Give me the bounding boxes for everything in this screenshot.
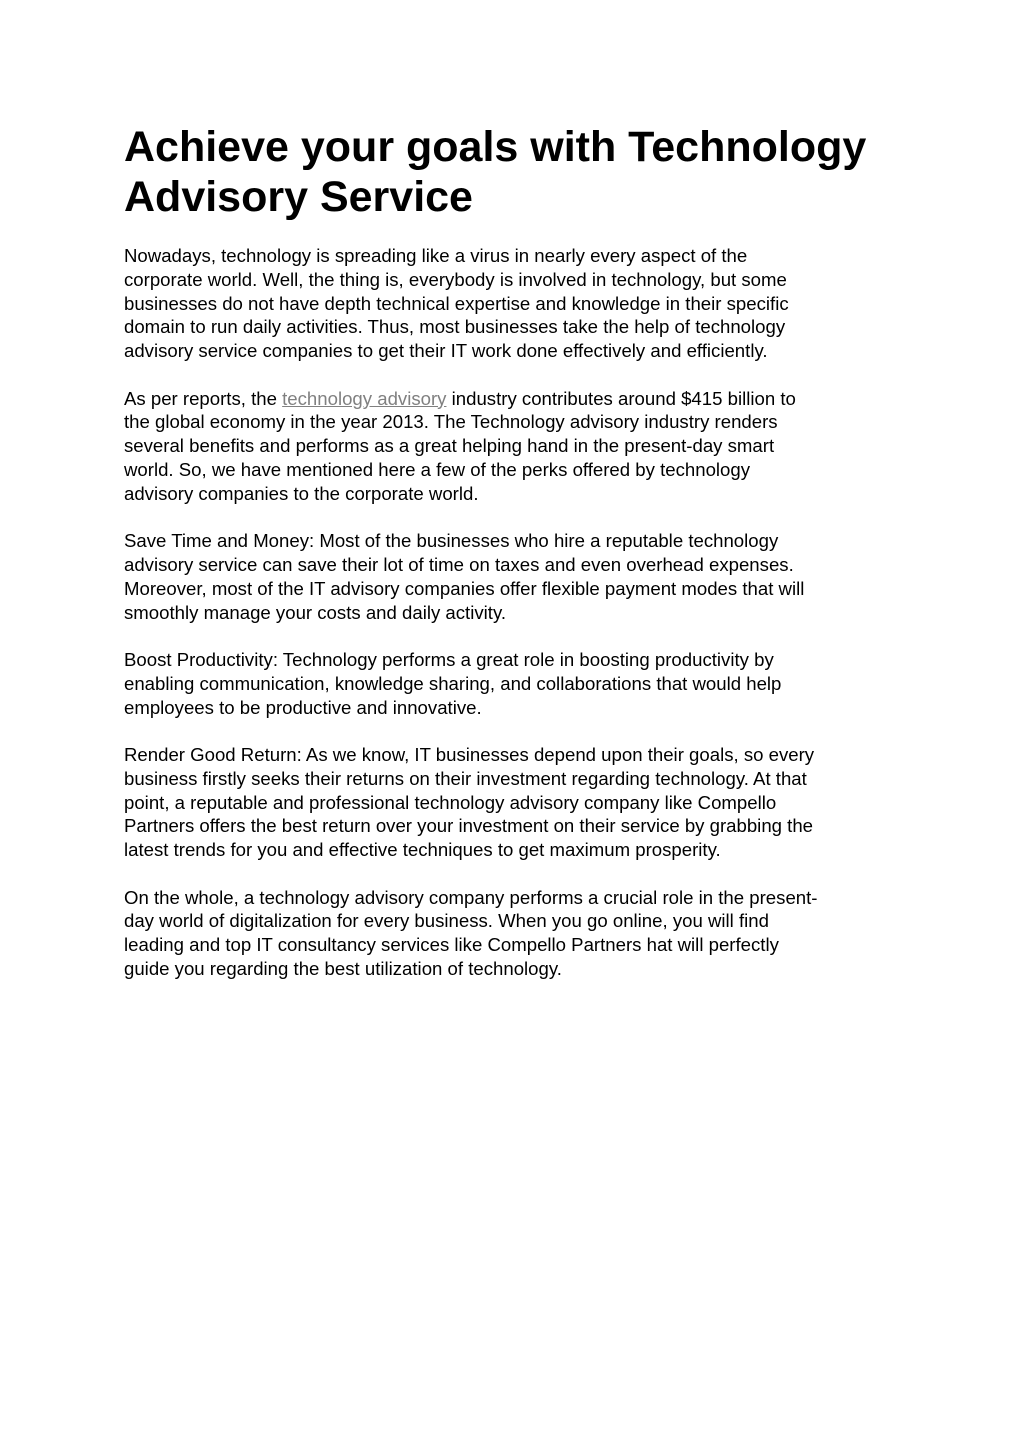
paragraph-save-time (124, 529, 904, 624)
document-page (124, 122, 904, 1004)
text-line: On the whole, a technology advisory company performs a crucial role in the present- (124, 886, 818, 908)
text-line: point, a reputable and professional technology advisory company like Compello (124, 791, 777, 813)
text-line: day world of digitalization for every business. When you go online, you will find (124, 910, 769, 932)
text-fragment: industry contributes around $415 billion to (446, 387, 796, 409)
text-line: advisory companies to the corporate world. (124, 482, 479, 504)
paragraph-good-return (124, 743, 904, 862)
text-line: Boost Productivity: Technology performs a great role in boosting productivity by (124, 648, 774, 670)
text-fragment: As per reports, the (124, 387, 283, 409)
title-line: Advisory Service (124, 173, 473, 221)
text-line: latest trends for you and effective techniques to get maximum prosperity. (124, 839, 721, 861)
text-line: Save Time and Money: Most of the businesses who hire a reputable technology (124, 530, 779, 552)
text-line: smoothly manage your costs and daily activity. (124, 601, 507, 623)
text-line: Render Good Return: As we know, IT businesses depend upon their goals, so every (124, 743, 815, 765)
text-line: enabling communication, knowledge sharing, and collaborations that would help (124, 672, 782, 694)
text-line: business firstly seeks their returns on their investment regarding technology. At that (124, 767, 807, 789)
text-line: corporate world. Well, the thing is, everybody is involved in technology, but some (124, 268, 787, 290)
paragraph-conclusion (124, 886, 904, 981)
text-line: domain to run daily activities. Thus, most businesses take the help of technology (124, 316, 786, 338)
paragraph-reports (124, 387, 904, 506)
text-line: employees to be productive and innovative. (124, 696, 482, 718)
paragraph-boost-productivity (124, 648, 904, 719)
text-line: advisory service companies to get their IT work done effectively and efficiently. (124, 340, 768, 362)
text-line: Partners offers the best return over your investment on their service by grabbing the (124, 815, 814, 837)
page-title (124, 122, 904, 222)
text-line: guide you regarding the best utilization of technology. (124, 957, 562, 979)
paragraph-intro (124, 244, 904, 363)
text-line: several benefits and performs as a great helping hand in the present-day smart (124, 435, 775, 457)
technology-advisory-link[interactable]: technology advisory (282, 387, 447, 409)
text-line: leading and top IT consultancy services like Compello Partners hat will perfectly (124, 934, 779, 956)
text-line: Moreover, most of the IT advisory companies offer flexible payment modes that will (124, 577, 805, 599)
text-line: businesses do not have depth technical expertise and knowledge in their specific (124, 292, 789, 314)
text-line: advisory service can save their lot of time on taxes and even overhead expenses. (124, 553, 794, 575)
text-line: Nowadays, technology is spreading like a virus in nearly every aspect of the (124, 245, 748, 266)
text-line: the global economy in the year 2013. The Technology advisory industry renders (124, 411, 778, 433)
title-line: Achieve your goals with Technology (124, 123, 867, 171)
text-line: world. So, we have mentioned here a few of the perks offered by technology (124, 458, 751, 480)
